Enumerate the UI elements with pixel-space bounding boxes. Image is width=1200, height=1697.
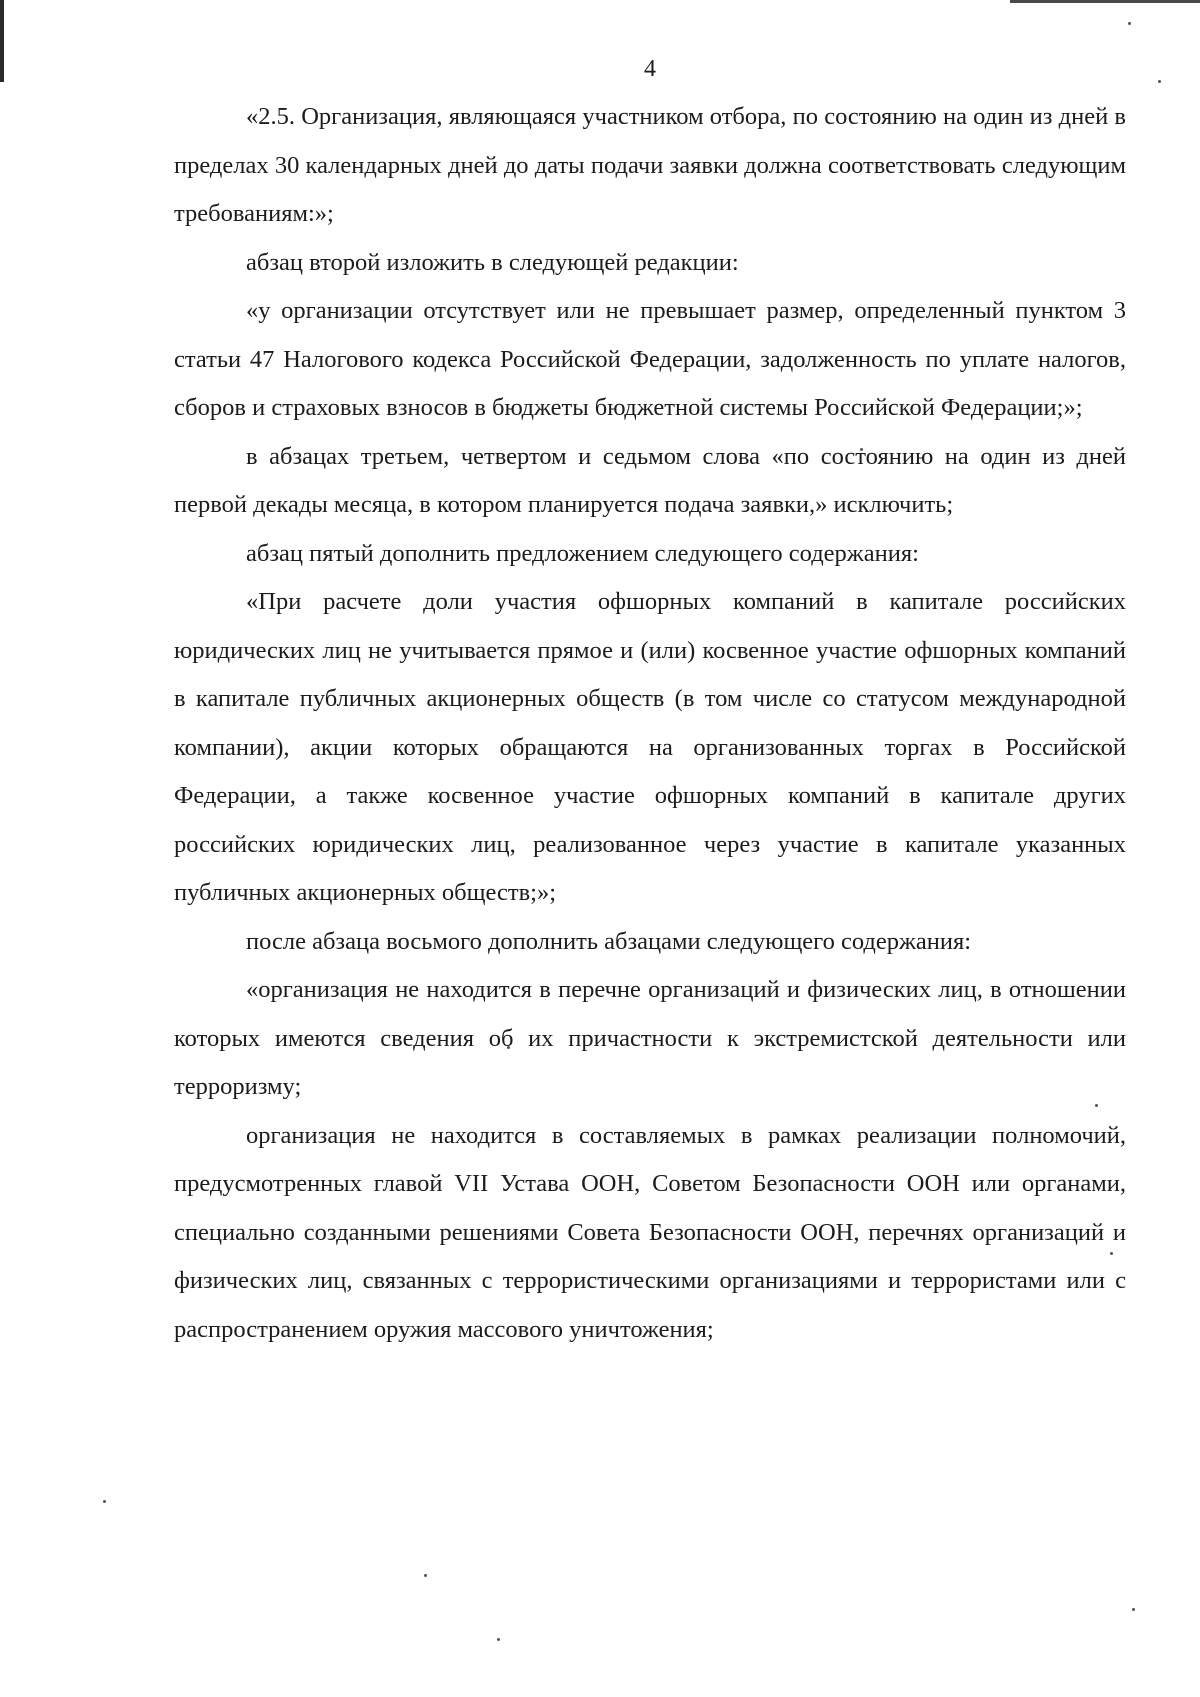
paragraph-un-sanctions-list: организация не находится в составляемых в рамках реализации полномочий, предусмотренных главой VII Устава ООН, Советом Безопасности ООН или органами, специально созданными решениями Совета Безопасности ООН, перечнях организаций и физических лиц, связанных с террористическими организациями и террористами или с распространением оружия массового уничтожения; xyxy=(174,1121,1126,1343)
scan-speck xyxy=(103,1500,106,1503)
paragraph-after-eighth: после абзаца восьмого дополнить абзацами следующего содержания: xyxy=(246,927,972,955)
page-number: 4 xyxy=(644,56,656,82)
paragraph-2-5-requirements: «2.5. Организация, являющаяся участником отбора, по состоянию на один из дней в пределах 30 календарных дней до даты подачи заявки должна соответствовать следующим требованиям:»; xyxy=(174,103,1126,227)
paragraph-extremism-list: «организация не находится в перечне организаций и физических лиц, в отношении которых имеются сведения об их причастности к экстремистской деятельности или терроризму; xyxy=(174,976,1126,1100)
document-body xyxy=(174,93,1126,1354)
scan-speck xyxy=(1132,1608,1135,1611)
scan-speck xyxy=(1128,22,1131,25)
scan-top-line xyxy=(1010,0,1200,3)
paragraph-exclude-words: в абзацах третьем, четвертом и седьмом слова «по состоянию на один из дней первой декады месяца, в котором планируется подача заявки,» исключить; xyxy=(174,442,1126,518)
paragraph-amend-fifth: абзац пятый дополнить предложением следующего содержания: xyxy=(246,539,919,567)
scan-speck xyxy=(424,1574,427,1577)
paragraph-amend-second: абзац второй изложить в следующей редакции: xyxy=(246,248,739,276)
paragraph-offshore-share: «При расчете доли участия офшорных компаний в капитале российских юридических лиц не учитывается прямое и (или) косвенное участие офшорных компаний в капитале публичных акционерных обществ (в том числе со статусом международной компании), акции которых обращаются на организованных торгах в Российской Федерации, а также косвенное участие офшорных компаний в капитале других российских юридических лиц, реализованное через участие в капитале указанных публичных акционерных обществ;»; xyxy=(174,588,1126,906)
scan-speck xyxy=(497,1638,500,1641)
paragraph-tax-debt: «у организации отсутствует или не превышает размер, определенный пунктом 3 статьи 47 Налогового кодекса Российской Федерации, задолженность по уплате налогов, сборов и страховых взносов в бюджеты бюджетной системы Российской Федерации;»; xyxy=(174,297,1126,421)
